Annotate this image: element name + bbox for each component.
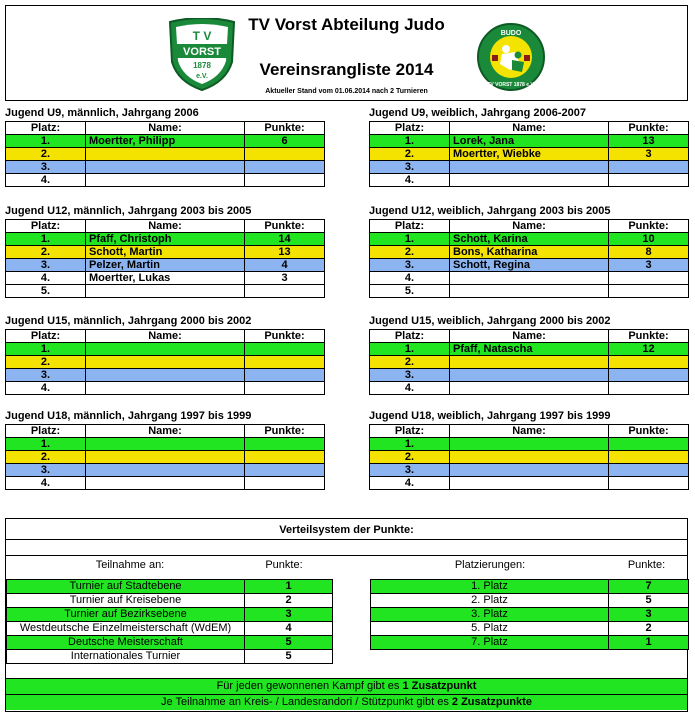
table-row [6,451,325,464]
punkte-cell [609,477,689,490]
points-label-cell: Deutsche Meisterschaft [7,636,245,650]
table-header-row [370,425,689,438]
punkte-cell: 13 [245,246,325,259]
punkte-cell [245,369,325,382]
table-row [7,650,333,664]
bonus-line-2 [6,694,687,710]
name-cell [450,356,609,369]
name-header: Name: [86,220,245,233]
name-cell [86,148,245,161]
platz-cell: 1. [6,438,86,451]
points-value-cell: 5 [245,650,333,664]
name-cell: Schott, Regina [450,259,609,272]
table-header-row [370,220,689,233]
name-cell: Lorek, Jana [450,135,609,148]
bonus-1-text: Für jeden gewonnenen Kampf gibt es [216,680,403,692]
table-row [371,594,689,608]
table-row [370,272,689,285]
ranking-table [5,329,325,395]
points-value-cell: 1 [609,636,689,650]
ranking-table [369,329,689,395]
points-label-cell: Internationales Turnier [7,650,245,664]
points-label-cell: 2. Platz [371,594,609,608]
table-row [371,636,689,650]
platz-cell: 3. [6,369,86,382]
table-row [7,622,333,636]
table-row [6,174,325,187]
participation-table [6,579,333,664]
platz-cell: 4. [370,174,450,187]
platz-cell: 4. [6,272,86,285]
platz-header: Platz: [6,330,86,343]
table-header-row [6,122,325,135]
platz-header: Platz: [370,425,450,438]
divider [6,539,687,540]
name-cell [86,438,245,451]
placement-table [370,579,689,650]
table-row [7,594,333,608]
platz-cell: 1. [6,135,86,148]
table-row [370,356,689,369]
platz-cell: 2. [370,246,450,259]
section-title: Jugend U15, weiblich, Jahrgang 2000 bis 2002 [369,315,611,327]
name-cell [86,285,245,298]
table-row [370,464,689,477]
logo-right-bottom: TV VORST 1878 e.V. [487,82,535,88]
name-cell [86,356,245,369]
name-cell [450,451,609,464]
punkte-cell: 8 [609,246,689,259]
name-cell [86,174,245,187]
table-row [6,259,325,272]
points-label-cell: 3. Platz [371,608,609,622]
name-header: Name: [450,425,609,438]
name-cell: Pfaff, Christoph [86,233,245,246]
name-cell [450,382,609,395]
platz-header: Platz: [6,122,86,135]
points-label-cell: 1. Platz [371,580,609,594]
punkte-cell [245,148,325,161]
platz-cell: 4. [6,477,86,490]
punkte-header: Punkte: [245,220,325,233]
table-row [6,464,325,477]
punkte-cell: 14 [245,233,325,246]
ranking-table [5,121,325,187]
table-row [6,246,325,259]
points-system [5,518,688,712]
table-row [6,135,325,148]
name-cell [86,464,245,477]
section-title: Jugend U15, männlich, Jahrgang 2000 bis 2002 [5,315,252,327]
platz-cell: 3. [370,259,450,272]
platz-cell: 2. [6,356,86,369]
name-header: Name: [450,330,609,343]
platz-cell: 2. [370,451,450,464]
table-row [6,161,325,174]
points-value-cell: 7 [609,580,689,594]
punkte-header: Punkte: [609,220,689,233]
platz-cell: 3. [370,464,450,477]
table-row [370,343,689,356]
platz-cell: 3. [370,161,450,174]
table-row [370,369,689,382]
punkte-cell: 12 [609,343,689,356]
platz-header: Platz: [370,122,450,135]
punkte-cell: 3 [609,148,689,161]
table-row [6,356,325,369]
name-cell [86,369,245,382]
logo-left-line2: VORST [183,46,221,58]
platz-cell: 4. [6,174,86,187]
name-header: Name: [86,122,245,135]
punkte-cell [245,438,325,451]
budo-emblem-logo [476,22,546,92]
punkte-cell [609,356,689,369]
table-row [370,148,689,161]
table-row [6,369,325,382]
table-row [371,622,689,636]
name-cell [86,161,245,174]
punkte-cell [609,285,689,298]
page-header [5,5,688,101]
punkte-header: Punkte: [609,330,689,343]
platz-cell: 2. [6,148,86,161]
name-cell: Moertter, Wiebke [450,148,609,161]
points-value-cell: 2 [245,594,333,608]
table-row [370,285,689,298]
name-cell: Bons, Katharina [450,246,609,259]
left-punkte-head: Punkte: [265,559,303,571]
punkte-header: Punkte: [609,122,689,135]
punkte-cell [245,161,325,174]
table-row [370,477,689,490]
table-row [6,285,325,298]
table-row [370,438,689,451]
page-subtitle: Vereinsrangliste 2014 [259,60,434,79]
points-value-cell: 3 [609,608,689,622]
platz-cell: 4. [370,272,450,285]
punkte-cell [609,174,689,187]
punkte-cell [609,382,689,395]
table-row [370,259,689,272]
name-cell: Pelzer, Martin [86,259,245,272]
table-row [370,233,689,246]
platz-cell: 4. [370,477,450,490]
punkte-cell [245,356,325,369]
platz-cell: 1. [6,343,86,356]
table-row [370,382,689,395]
punkte-cell: 3 [609,259,689,272]
name-cell: Pfaff, Natascha [450,343,609,356]
points-value-cell: 2 [609,622,689,636]
bonus-1-bold: 1 Zusatzpunkt [402,680,477,692]
punkte-header: Punkte: [609,425,689,438]
name-cell: Schott, Karina [450,233,609,246]
name-cell [450,369,609,382]
table-row [6,343,325,356]
name-cell [86,477,245,490]
logo-left-line1: T V [192,29,212,43]
table-header-row [6,425,325,438]
punkte-header: Punkte: [245,330,325,343]
name-cell [86,382,245,395]
punkte-cell [245,174,325,187]
platz-cell: 2. [370,356,450,369]
ranking-table [369,121,689,187]
points-label-cell: 7. Platz [371,636,609,650]
platz-cell: 2. [6,451,86,464]
punkte-cell [609,272,689,285]
punkte-cell [245,451,325,464]
name-cell [450,161,609,174]
name-cell [450,272,609,285]
name-cell [86,343,245,356]
points-label-cell: Turnier auf Kreisebene [7,594,245,608]
platz-cell: 1. [370,343,450,356]
punkte-cell [245,343,325,356]
divider [6,555,687,556]
table-header-row [370,330,689,343]
punkte-cell [609,464,689,477]
name-cell [450,174,609,187]
section-title: Jugend U12, männlich, Jahrgang 2003 bis 2005 [5,205,252,217]
points-label-cell: Westdeutsche Einzelmeisterschaft (WdEM) [7,622,245,636]
name-header: Name: [450,220,609,233]
platz-header: Platz: [6,425,86,438]
punkte-cell: 4 [245,259,325,272]
points-label-cell: 5. Platz [371,622,609,636]
status-note: Aktueller Stand vom 01.06.2014 nach 2 Turnieren [265,88,428,95]
section-title: Jugend U18, weiblich, Jahrgang 1997 bis 1999 [369,410,611,422]
platz-cell: 1. [370,233,450,246]
section-title: Jugend U9, männlich, Jahrgang 2006 [5,107,199,119]
platz-cell: 3. [6,259,86,272]
platz-cell: 1. [6,233,86,246]
ranking-table [5,219,325,298]
platz-header: Platz: [6,220,86,233]
table-row [370,135,689,148]
name-header: Name: [450,122,609,135]
table-row [7,608,333,622]
platz-cell: 2. [370,148,450,161]
table-row [7,636,333,650]
platz-cell: 1. [370,438,450,451]
right-head: Platzierungen: [454,559,526,571]
ranking-table [369,424,689,490]
name-header: Name: [86,425,245,438]
name-cell [450,438,609,451]
platz-cell: 3. [6,161,86,174]
punkte-cell [245,285,325,298]
points-title: Verteilsystem der Punkte: [279,524,414,536]
name-cell [450,477,609,490]
table-row [370,246,689,259]
ranking-table [5,424,325,490]
table-row [371,580,689,594]
left-head: Teilnahme an: [95,559,165,571]
platz-cell: 1. [370,135,450,148]
table-row [370,161,689,174]
table-row [7,580,333,594]
platz-cell: 5. [370,285,450,298]
name-header: Name: [86,330,245,343]
punkte-header: Punkte: [245,122,325,135]
platz-cell: 3. [6,464,86,477]
table-row [370,174,689,187]
bonus-line-1 [6,678,687,694]
punkte-cell [245,477,325,490]
punkte-cell [609,161,689,174]
name-cell: Schott, Martin [86,246,245,259]
platz-cell: 4. [370,382,450,395]
name-cell: Moertter, Philipp [86,135,245,148]
platz-cell: 3. [370,369,450,382]
section-title: Jugend U18, männlich, Jahrgang 1997 bis 1999 [5,410,252,422]
punkte-cell [609,451,689,464]
table-row [6,233,325,246]
ranking-table [369,219,689,298]
name-cell [86,451,245,464]
bonus-2-text: Je Teilnahme an Kreis- / Landesrandori / Stützpunkt gibt es [161,696,452,708]
points-value-cell: 1 [245,580,333,594]
name-cell: Moertter, Lukas [86,272,245,285]
name-cell [450,285,609,298]
table-header-row [370,122,689,135]
table-header-row [6,330,325,343]
table-row [6,272,325,285]
points-label-cell: Turnier auf Bezirksebene [7,608,245,622]
punkte-cell: 3 [245,272,325,285]
punkte-header: Punkte: [245,425,325,438]
table-row [6,438,325,451]
table-header-row [6,220,325,233]
punkte-cell: 6 [245,135,325,148]
points-value-cell: 5 [245,636,333,650]
bonus-2-bold: 2 Zusatzpunkte [451,696,532,708]
points-label-cell: Turnier auf Stadtebene [7,580,245,594]
punkte-cell [609,369,689,382]
club-shield-logo [166,18,238,92]
punkte-cell: 10 [609,233,689,246]
points-value-cell: 3 [245,608,333,622]
punkte-cell [609,438,689,451]
right-punkte-head: Punkte: [627,559,666,571]
page-title: TV Vorst Abteilung Judo [248,15,445,34]
points-value-cell: 4 [245,622,333,636]
table-row [6,148,325,161]
section-title: Jugend U12, weiblich, Jahrgang 2003 bis 2005 [369,205,611,217]
platz-header: Platz: [370,330,450,343]
punkte-cell: 13 [609,135,689,148]
table-row [6,477,325,490]
points-value-cell: 5 [609,594,689,608]
logo-left-year: 1878 [193,61,211,70]
platz-cell: 5. [6,285,86,298]
logo-left-suffix: e.V. [196,73,208,80]
punkte-cell [245,464,325,477]
logo-right-top: BUDO [500,30,522,37]
platz-cell: 2. [6,246,86,259]
platz-header: Platz: [370,220,450,233]
platz-cell: 4. [6,382,86,395]
name-cell [450,464,609,477]
section-title: Jugend U9, weiblich, Jahrgang 2006-2007 [369,107,587,119]
punkte-cell [245,382,325,395]
table-row [370,451,689,464]
table-row [371,608,689,622]
table-row [6,382,325,395]
